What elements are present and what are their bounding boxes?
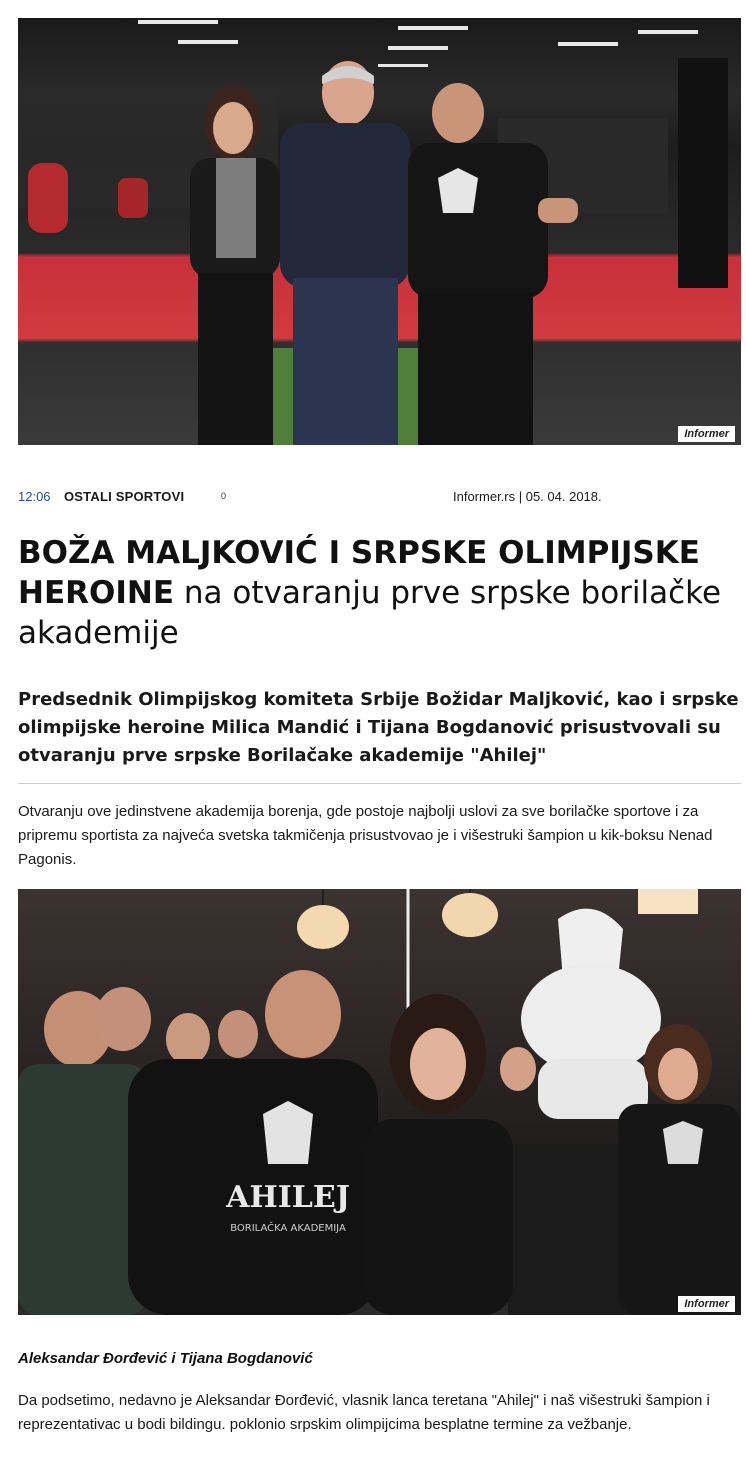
category-link[interactable]: OSTALI SPORTOVI [64,489,185,504]
photo-credit: Informer [678,426,735,442]
article-photo-2[interactable] [18,889,741,1315]
article-photo-1[interactable] [18,18,741,445]
shirt-logo-text: AHILEJ [226,1180,350,1215]
headline-rest: na otvaranju prve srpske borilačke akademije [18,575,722,651]
wall-logo-graphic [521,909,661,1119]
headline-bold: BOŽA MALJKOVIĆ I SRPSKE OLIMPIJSKE HEROINE [18,535,700,611]
comment-count[interactable]: 0 [221,491,227,501]
article-headline [18,533,743,653]
article-time: 12:06 [18,489,51,504]
person-woman-center [363,994,513,1315]
shirt-logo-subtext: BORILAČKA AKADEMIJA [230,1223,346,1234]
source-date: Informer.rs | 05. 04. 2018. [453,489,602,504]
article-meta [18,489,741,505]
photo-credit: Informer [678,1296,735,1312]
photo-caption: Aleksandar Đorđević i Tijana Bogdanović [18,1350,313,1367]
article-lead: Predsednik Olimpijskog komiteta Srbije Božidar Maljković, kao i srpske olimpijske heroine Milica Mandić i Tijana Bogdanović prisustvovali su otvaranju prve srpske Borilačake akademije "Ahilej" [18,689,739,766]
photo-2-scene [18,889,741,1315]
body-paragraph-2: Da podsetimo, nedavno je Aleksandar Đorđević, vlasnik lanca teretana "Ahilej" i naš višestruki šampion i reprezentativac u bodi bildingu. poklonio srpskim olimpijcima besplatne termine za vežbanje. [18,1392,710,1433]
body-paragraph-1: Otvaranju ove jedinstvene akademija borenja, gde postoje najbolji uslovi za sve borilačke sportove i za pripremu sportista za najveća svetska takmičenja prisustvovao je i višestruki šampion u kik-boksu Nenad Pagonis. [18,803,713,868]
person-man-center [280,61,410,445]
divider [18,783,741,784]
photo-1-scene [18,18,741,445]
